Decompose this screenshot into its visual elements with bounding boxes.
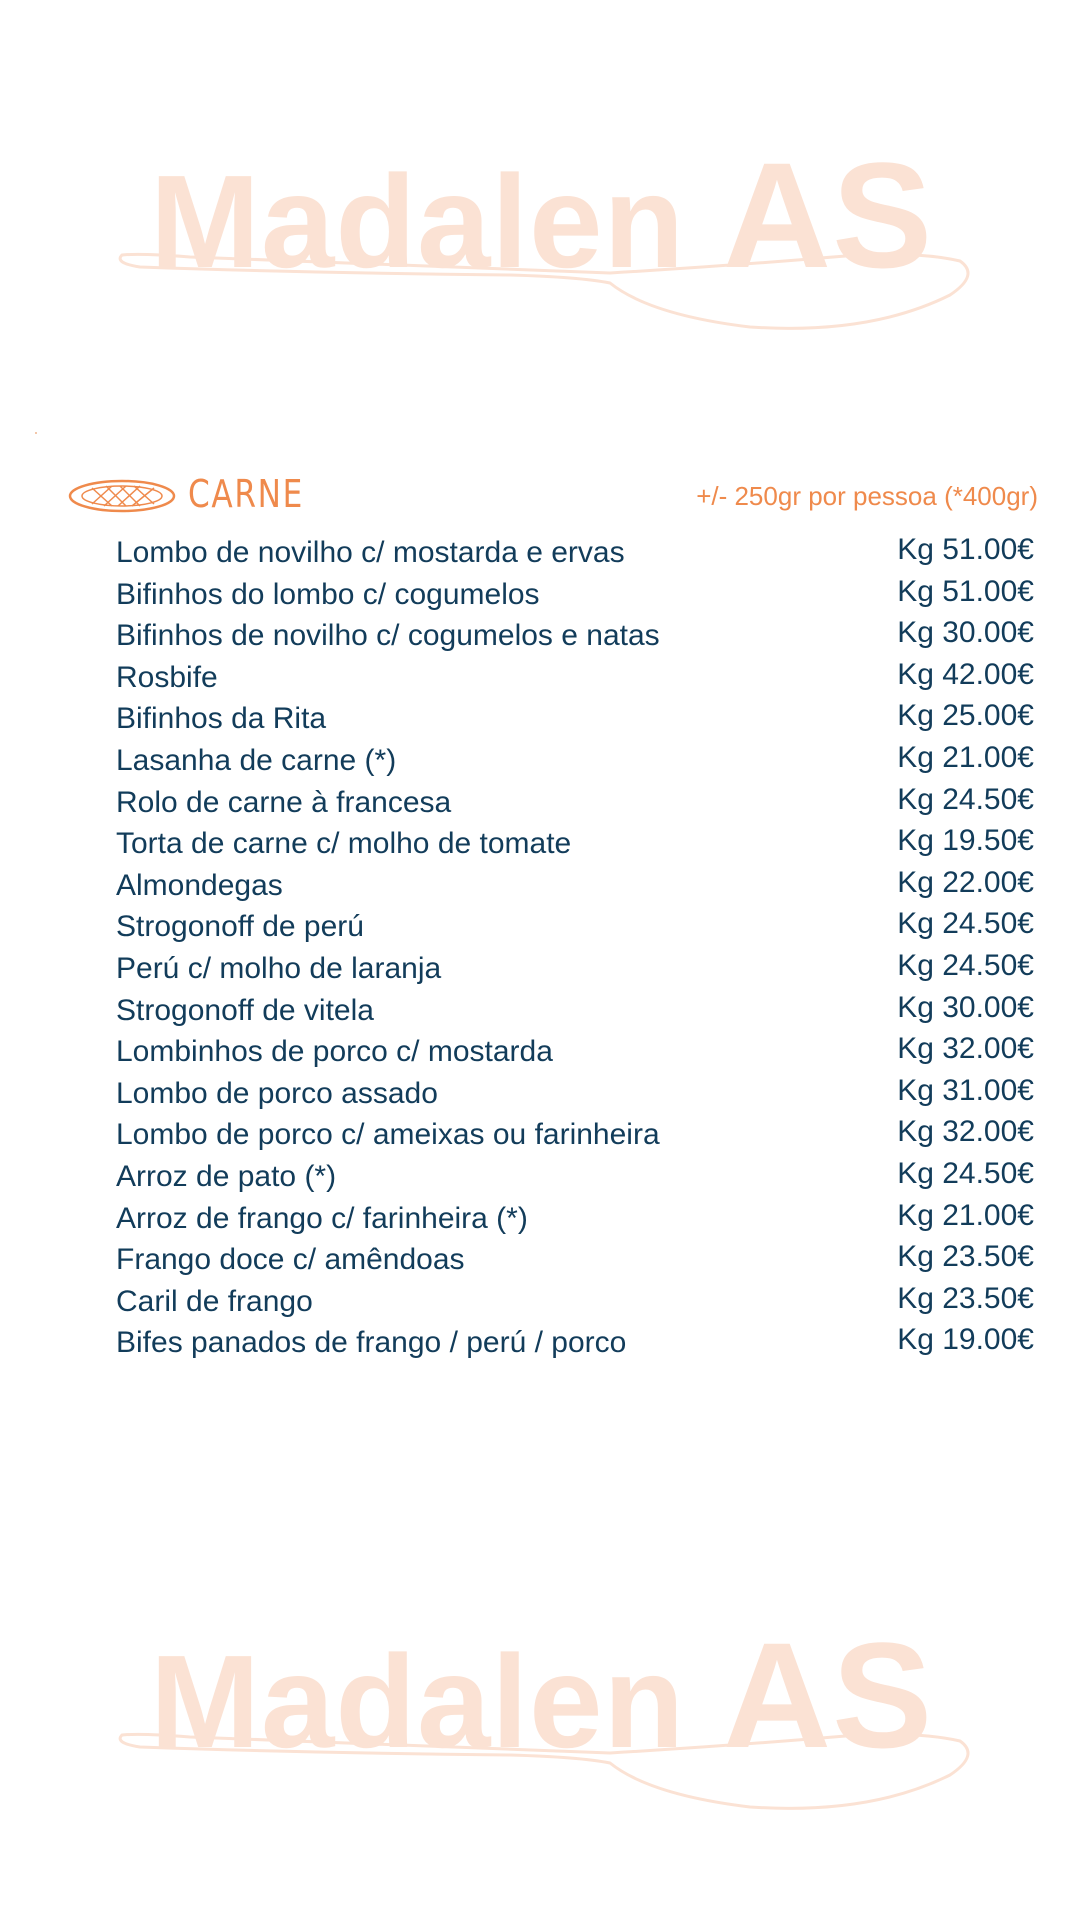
- item-price: Kg 32.00€: [897, 1115, 1034, 1149]
- logo-name: Madalen: [150, 1628, 686, 1775]
- logo-suffix: AS: [722, 1611, 934, 1779]
- item-name: Rosbife: [116, 660, 218, 694]
- item-price: Kg 32.00€: [897, 1032, 1034, 1066]
- item-name: Bifinhos da Rita: [116, 702, 327, 736]
- menu-item: [116, 1114, 1034, 1156]
- item-name: Bifinhos de novilho c/ cogumelos e natas: [116, 619, 660, 653]
- menu-item: [116, 1281, 1034, 1323]
- menu-item: [116, 1031, 1034, 1073]
- item-name: Lombo de novilho c/ mostarda e ervas: [116, 536, 625, 569]
- menu-item: [116, 865, 1034, 907]
- item-price: Kg 21.00€: [897, 740, 1034, 774]
- menu-item: [116, 615, 1034, 657]
- menu-item: [116, 1198, 1034, 1240]
- menu-item: [116, 1073, 1034, 1115]
- item-name: Frango doce c/ amêndoas: [116, 1243, 465, 1277]
- menu-item: [116, 698, 1034, 740]
- item-name: Perú c/ molho de laranja: [116, 951, 442, 985]
- menu-item: [116, 1156, 1034, 1198]
- item-name: Arroz de frango c/ farinheira (*): [116, 1201, 528, 1235]
- menu-item: [116, 990, 1034, 1032]
- logo-name: Madalen: [150, 148, 686, 295]
- menu-item: [116, 823, 1034, 865]
- item-name: Lombo de porco assado: [116, 1076, 438, 1110]
- item-name: Arroz de pato (*): [116, 1159, 337, 1193]
- item-price: Kg 19.00€: [897, 1323, 1034, 1357]
- item-name: Lombo de porco c/ ameixas ou farinheira: [116, 1118, 660, 1152]
- item-price: Kg 24.50€: [897, 907, 1034, 941]
- item-name: Strogonoff de vitela: [116, 993, 374, 1027]
- item-name: Lasanha de carne (*): [116, 743, 397, 777]
- menu-item: [116, 948, 1034, 990]
- item-name: Torta de carne c/ molho de tomate: [116, 827, 572, 861]
- item-price: Kg 24.50€: [897, 782, 1034, 816]
- menu-item: [116, 1239, 1034, 1281]
- spoon-icon: [110, 1715, 970, 1825]
- item-name: Strogonoff de perú: [116, 910, 364, 944]
- item-name: Lombinhos de porco c/ mostarda: [116, 1035, 553, 1069]
- logo-suffix: AS: [722, 131, 934, 299]
- item-price: Kg 19.50€: [897, 824, 1034, 858]
- logo-watermark-bottom: [110, 1611, 970, 1820]
- menu-item: [116, 1322, 1034, 1364]
- logo-watermark-top: [110, 131, 970, 340]
- menu-item: [116, 657, 1034, 699]
- item-name: Caril de frango: [116, 1284, 313, 1318]
- item-price: Kg 22.00€: [897, 865, 1034, 899]
- section-header: [68, 470, 1038, 518]
- menu-item: [116, 740, 1034, 782]
- item-price: Kg 24.50€: [897, 1156, 1034, 1190]
- item-name: Rolo de carne à francesa: [116, 785, 452, 819]
- spoon-icon: [110, 235, 970, 345]
- item-price: Kg 24.50€: [897, 948, 1034, 982]
- item-price: Kg 30.00€: [897, 616, 1034, 650]
- menu-list: [116, 532, 1034, 1364]
- item-price: Kg 31.00€: [897, 1073, 1034, 1107]
- item-price: Kg 51.00€: [897, 533, 1034, 566]
- menu-item: [116, 532, 1034, 574]
- steak-icon: [68, 476, 180, 516]
- item-price: Kg 30.00€: [897, 990, 1034, 1024]
- menu-item: [116, 906, 1034, 948]
- item-name: Almondegas: [116, 868, 283, 902]
- item-price: Kg 25.00€: [897, 699, 1034, 733]
- item-price: Kg 23.50€: [897, 1240, 1034, 1274]
- stray-dot: [35, 432, 37, 434]
- item-price: Kg 23.50€: [897, 1281, 1034, 1315]
- menu-item: [116, 574, 1034, 616]
- item-price: Kg 42.00€: [897, 657, 1034, 691]
- section-note: +/- 250gr por pessoa (*400gr): [696, 481, 1038, 511]
- item-price: Kg 51.00€: [897, 574, 1034, 608]
- section-title: CARNE: [188, 472, 304, 516]
- item-price: Kg 21.00€: [897, 1198, 1034, 1232]
- menu-item: [116, 782, 1034, 824]
- item-name: Bifes panados de frango / perú / porco: [116, 1326, 627, 1360]
- item-name: Bifinhos do lombo c/ cogumelos: [116, 577, 540, 611]
